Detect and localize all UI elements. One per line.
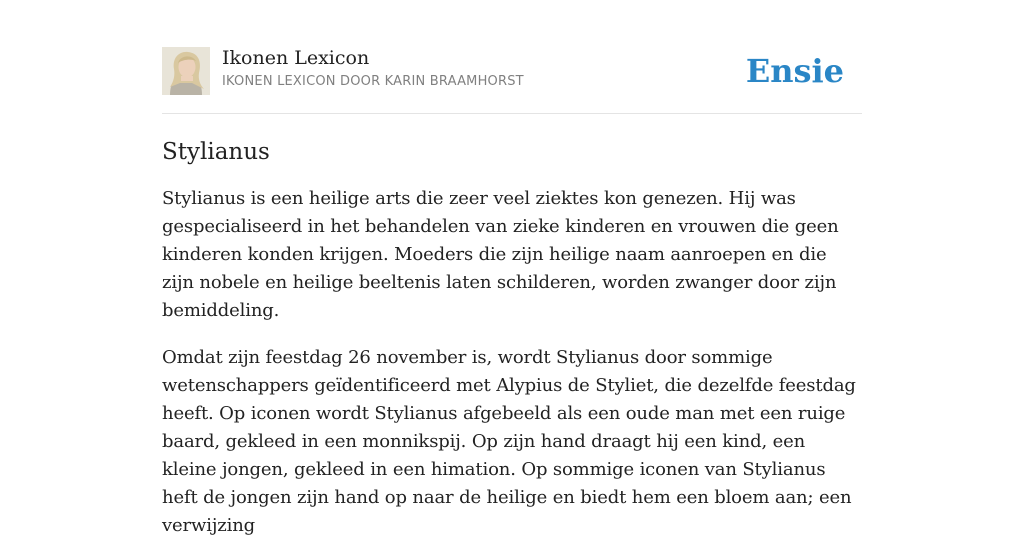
author-portrait-icon — [162, 47, 210, 95]
article-paragraph: Stylianus is een heilige arts die zeer veel ziektes kon genezen. Hij was gespecialiseerd in het behandelen van zieke kinderen en vrouwen die geen kinderen konden krijgen. Moeders die zijn heilige naam aanroepen en die zijn nobele en heilige beeltenis laten schilderen, worden zwanger door zijn bemiddeling. — [162, 188, 839, 321]
author-avatar[interactable] — [162, 47, 210, 95]
author-name[interactable]: Ikonen Lexicon — [222, 47, 370, 69]
article-paragraph: Omdat zijn feestdag 26 november is, wordt Stylianus door sommige wetenschappers geïdentificeerd met Alypius de Styliet, die dezelfde feestdag heeft. Op iconen wordt Stylianus afgebeeld als een oude man met een ruige baard, gekleed in een monnikspij. Op zijn hand draagt hij een kind, een kleine jongen, gekleed in een himation. Op sommige iconen van Stylianus heft de jongen zijn hand op naar de heilige en biedt hem een bloem aan; een verwijzing — [162, 347, 856, 536]
author-block — [222, 46, 524, 91]
article-title: Stylianus — [162, 139, 270, 165]
brand-logo[interactable]: Ensie — [745, 52, 844, 90]
header — [162, 45, 862, 114]
author-subtitle[interactable]: IKONEN LEXICON DOOR KARIN BRAAMHORST — [222, 74, 524, 89]
article — [162, 136, 862, 559]
